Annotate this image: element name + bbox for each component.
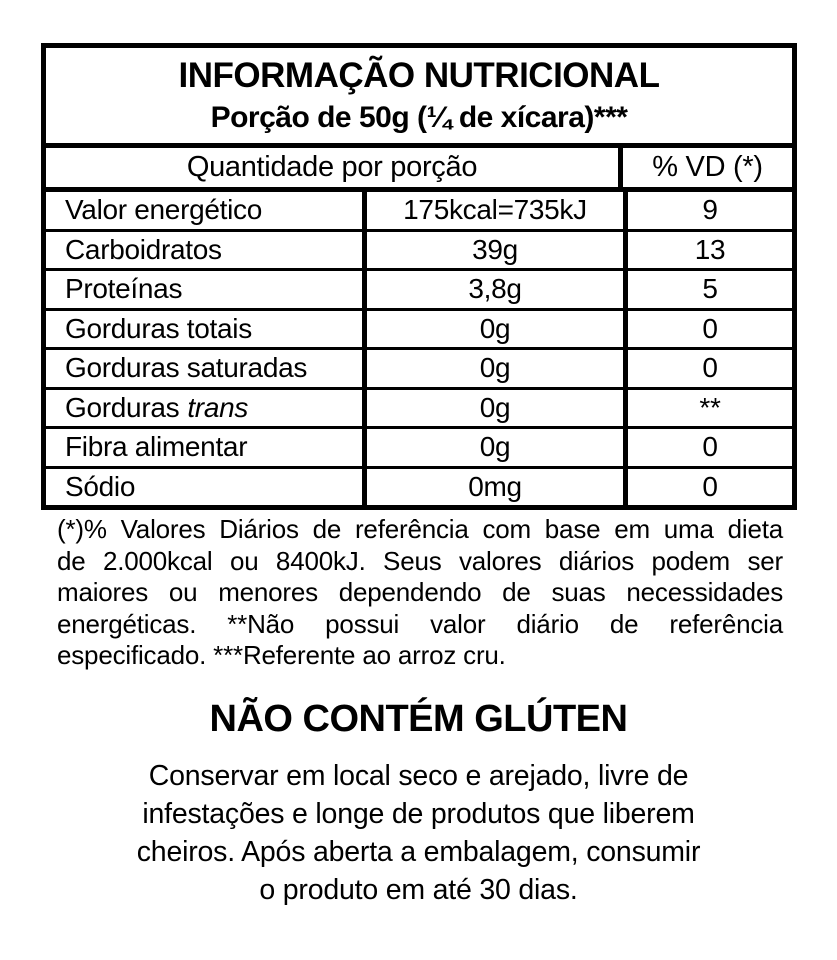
nutrient-amount: 0g [367, 350, 628, 387]
nutrient-dv: 0 [702, 312, 718, 344]
footnote-line: especificado. ***Referente ao arroz cru. [57, 640, 506, 670]
nutrient-dv: 9 [702, 194, 718, 226]
nutrient-name: Gorduras saturadas [46, 350, 367, 387]
nutrition-table [41, 43, 797, 510]
nutrient-amount: 0g [367, 429, 628, 466]
footnote-line: (*)% Valores Diários de referência com base em uma dieta [57, 514, 783, 544]
nutrient-dv: ** [699, 391, 721, 423]
nutrient-dv: 0 [702, 470, 718, 502]
table-row [46, 429, 792, 469]
nutrient-dv: 0 [702, 352, 718, 384]
nutrient-name: Proteínas [46, 271, 367, 308]
nutrient-amount: 3,8g [367, 271, 628, 308]
storage-line: infestações e longe de produtos que liberem [142, 798, 695, 830]
table-header-row [46, 148, 792, 192]
table-row [46, 311, 792, 351]
nutrient-amount: 0mg [367, 469, 628, 506]
table-row [46, 469, 792, 506]
nutrient-dv: 0 [702, 431, 718, 463]
nutrient-name: Gorduras trans [46, 390, 367, 427]
storage-line: o produto em até 30 dias. [259, 874, 578, 906]
storage-instructions [0, 757, 837, 909]
nutrient-dv: 5 [702, 273, 718, 305]
nutrient-amount: 0g [367, 390, 628, 427]
footnote-line: de 2.000kcal ou 8400kJ. Seus valores diários podem ser [57, 545, 783, 576]
daily-values-footnote [57, 514, 783, 672]
gluten-free-notice: NÃO CONTÉM GLÚTEN [209, 698, 628, 740]
table-title-box [46, 48, 792, 148]
header-percent-dv: % VD (*) [652, 151, 763, 183]
nutrient-name: Sódio [46, 469, 367, 506]
table-row [46, 271, 792, 311]
nutrient-name: Carboidratos [46, 232, 367, 269]
table-row [46, 350, 792, 390]
header-quantity-per-serving: Quantidade por porção [46, 148, 623, 187]
table-row [46, 232, 792, 272]
storage-line: Conservar em local seco e arejado, livre de [148, 760, 689, 792]
table-row [46, 192, 792, 232]
serving-size: Porção de 50g (¼ de xícara)*** [210, 100, 628, 134]
table-row-gorduras-trans [46, 390, 792, 430]
trans-italic-label: trans [187, 391, 249, 423]
nutrient-name: Valor energético [46, 192, 367, 229]
footnote-line: energéticas. **Não possui valor diário de referência [57, 608, 783, 639]
nutrient-dv: 13 [694, 233, 726, 265]
nutrient-name: Gorduras totais [46, 311, 367, 348]
nutrient-amount: 0g [367, 311, 628, 348]
footnote-line: maiores ou menores dependendo de suas necessidades [57, 577, 783, 607]
nutrient-amount: 175kcal=735kJ [367, 192, 628, 229]
nutrient-name: Fibra alimentar [46, 429, 367, 466]
storage-line: cheiros. Após aberta a embalagem, consumir [136, 836, 701, 868]
table-title: INFORMAÇÃO NUTRICIONAL [178, 55, 660, 95]
nutrient-amount: 39g [367, 232, 628, 269]
